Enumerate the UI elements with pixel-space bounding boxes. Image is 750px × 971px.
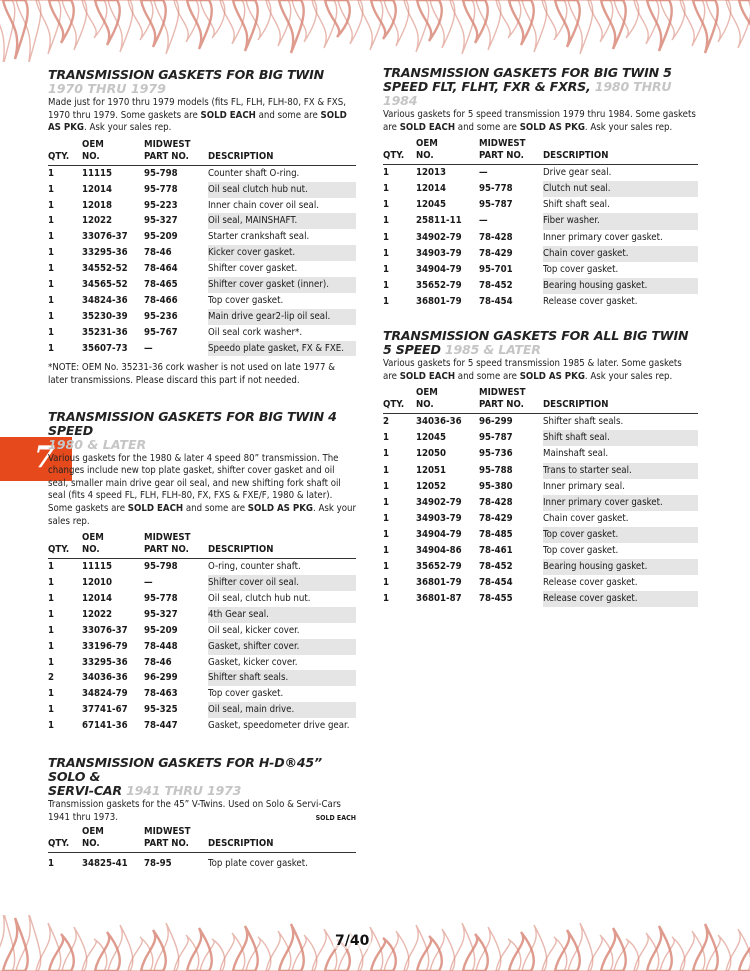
table-row — [48, 655, 356, 671]
section-title: TRANSMISSION GASKETS FOR BIG TWIN — [48, 67, 324, 82]
section-title-line-2: 5 SPEED 1985 & LATER — [383, 342, 541, 358]
qty-header: QTY. — [48, 838, 70, 850]
bottom-flame-border — [0, 915, 750, 971]
table-row — [383, 213, 698, 229]
qty-cell: 1 — [48, 577, 55, 589]
table-row — [383, 559, 698, 575]
midwest-part-cell: 95-236 — [144, 310, 178, 322]
midwest-part-cell: 78-464 — [144, 263, 178, 275]
description-cell: Inner primary seal. — [543, 480, 625, 492]
qty-header: QTY. — [383, 150, 405, 162]
description-cell: Speedo plate gasket, FX & FXE. — [208, 341, 356, 357]
qty-cell: 1 — [383, 279, 390, 291]
table-header — [383, 387, 698, 414]
qty-cell: 1 — [383, 432, 390, 444]
oem-number-cell: 34552-52 — [82, 263, 128, 275]
oem-header: OEM NO. — [82, 532, 104, 556]
section-title: TRANSMISSION GASKETS FOR H-D®45” SOLO & — [48, 755, 322, 785]
description-cell: Inner primary cover gasket. — [543, 231, 663, 243]
midwest-part-cell: 96-299 — [479, 416, 513, 428]
description-cell: Shift shaft seal. — [543, 199, 610, 211]
midwest-part-cell: 78-448 — [144, 640, 178, 652]
midwest-part-cell: — — [144, 342, 153, 354]
section-title-line-2: SERVI-CAR 1941 THRU 1973 — [48, 783, 242, 799]
table-row — [48, 229, 356, 245]
description-cell: Bearing housing gasket. — [543, 278, 698, 294]
midwest-header: MIDWEST PART NO. — [144, 826, 191, 850]
midwest-part-cell: 78-454 — [479, 577, 513, 589]
qty-cell: 1 — [48, 167, 55, 179]
table-row — [383, 278, 698, 294]
qty-cell: 1 — [48, 231, 55, 243]
table-row — [48, 702, 356, 718]
oem-number-cell: 34825-41 — [82, 858, 128, 870]
qty-cell: 1 — [48, 199, 55, 211]
table-row — [48, 166, 356, 182]
section-title: TRANSMISSION GASKETS FOR ALL BIG TWIN — [383, 328, 689, 344]
midwest-part-cell: 95-778 — [144, 593, 178, 604]
oem-number-cell: 34903-79 — [416, 247, 462, 259]
oem-number-cell: 12022 — [82, 215, 113, 227]
description-cell: Oil seal, MAINSHAFT. — [208, 213, 356, 229]
table-header — [48, 826, 356, 853]
description-cell: O-ring, counter shaft. — [208, 561, 301, 573]
midwest-header: MIDWEST PART NO. — [479, 138, 526, 162]
midwest-part-cell: 78-428 — [479, 231, 513, 243]
qty-cell: 1 — [48, 624, 55, 636]
table-row — [383, 294, 698, 310]
oem-number-cell: 33076-37 — [82, 231, 128, 243]
description-cell: Gasket, shifter cover. — [208, 639, 356, 655]
qty-cell: 1 — [48, 342, 55, 354]
parts-table — [48, 856, 356, 872]
description-cell: 4th Gear seal. — [208, 607, 356, 623]
qty-cell: 1 — [383, 464, 390, 476]
table-row — [48, 309, 356, 325]
description-cell: Oil seal clutch hub nut. — [208, 182, 356, 198]
table-row — [48, 245, 356, 261]
oem-number-cell: 12018 — [82, 199, 113, 211]
section-big-twin-4-speed — [48, 410, 356, 734]
oem-header: OEM NO. — [82, 138, 104, 162]
oem-number-cell: 12014 — [416, 183, 447, 195]
oem-number-cell: 34902-79 — [416, 496, 462, 508]
table-row — [48, 718, 356, 734]
oem-number-cell: 33295-36 — [82, 656, 128, 668]
qty-cell: 1 — [383, 263, 390, 275]
qty-cell: 1 — [48, 310, 55, 322]
oem-number-cell: 35607-73 — [82, 342, 128, 354]
table-row — [383, 165, 698, 181]
qty-cell: 1 — [48, 326, 55, 338]
qty-header: QTY. — [383, 399, 405, 411]
right-column — [383, 66, 698, 607]
description-cell: Top cover gasket. — [208, 294, 284, 306]
qty-cell: 1 — [383, 593, 390, 605]
midwest-part-cell: 95-787 — [479, 432, 513, 444]
section-hd-45-solo-servi-car — [48, 756, 356, 872]
table-row — [383, 527, 698, 543]
description-cell: Oil seal cork washer*. — [208, 326, 303, 338]
section-intro: Various gaskets for 5 speed transmission 1979 thru 1984. Some gaskets are SOLD EACH and some are SOLD AS PKG. Ask your sales rep. — [383, 109, 696, 133]
description-cell: Top cover gasket. — [208, 688, 284, 700]
table-row — [48, 623, 356, 639]
description-cell: Mainshaft seal. — [543, 448, 609, 460]
qty-cell: 1 — [48, 183, 55, 195]
midwest-part-cell: 95-327 — [144, 215, 178, 227]
description-cell: Release cover gasket. — [543, 295, 638, 307]
table-row — [48, 559, 356, 575]
description-cell: Top plate cover gasket. — [208, 858, 308, 870]
midwest-part-cell: 95-325 — [144, 704, 178, 716]
description-cell: Top cover gasket. — [543, 544, 619, 556]
table-row — [383, 262, 698, 278]
qty-cell: 1 — [48, 720, 55, 732]
oem-number-cell: 12052 — [416, 480, 447, 492]
midwest-part-cell: 95-209 — [144, 231, 178, 243]
oem-number-cell: 34036-36 — [416, 416, 462, 428]
parts-table — [48, 559, 356, 734]
oem-number-cell: 12014 — [82, 593, 113, 604]
qty-cell: 1 — [383, 247, 390, 259]
table-row — [383, 230, 698, 246]
oem-number-cell: 36801-79 — [416, 577, 462, 589]
table-row — [48, 293, 356, 309]
qty-cell: 2 — [48, 672, 55, 684]
midwest-part-cell: 95-327 — [144, 608, 178, 620]
table-row — [383, 181, 698, 197]
description-cell: Shifter shaft seals. — [543, 416, 624, 428]
midwest-part-cell: 78-447 — [144, 720, 178, 732]
qty-cell: 1 — [48, 279, 55, 291]
description-cell: Chain cover gasket. — [543, 512, 629, 524]
description-cell: Shifter cover gasket (inner). — [208, 277, 356, 293]
midwest-part-cell: 78-428 — [479, 496, 513, 508]
midwest-part-cell: 78-466 — [144, 294, 178, 306]
oem-number-cell: 25811-11 — [416, 215, 462, 227]
description-cell: Inner primary cover gasket. — [543, 495, 698, 511]
table-row — [48, 575, 356, 591]
description-cell: Top cover gasket. — [543, 527, 698, 543]
qty-cell: 2 — [383, 416, 390, 428]
oem-number-cell: 35652-79 — [416, 279, 462, 291]
qty-cell: 1 — [48, 656, 55, 668]
table-row — [383, 479, 698, 495]
parts-table — [383, 165, 698, 310]
description-header: DESCRIPTION — [208, 838, 274, 850]
midwest-part-cell: 78-452 — [479, 279, 513, 291]
oem-number-cell: 34824-79 — [82, 688, 128, 700]
table-row — [383, 430, 698, 446]
section-title: TRANSMISSION GASKETS FOR BIG TWIN 4 SPEED — [48, 408, 337, 438]
oem-number-cell: 34824-36 — [82, 294, 128, 306]
parts-table — [48, 166, 356, 357]
midwest-part-cell: 95-778 — [144, 183, 178, 195]
oem-number-cell: 11115 — [82, 167, 113, 179]
top-flame-border — [0, 0, 750, 62]
left-column — [48, 68, 356, 872]
table-row — [383, 495, 698, 511]
midwest-part-cell: 78-452 — [479, 561, 513, 573]
description-cell: Release cover gasket. — [543, 577, 638, 589]
description-cell: Kicker cover gasket. — [208, 245, 356, 261]
qty-cell: 1 — [383, 183, 390, 195]
qty-cell: 1 — [48, 247, 55, 259]
midwest-part-cell: — — [479, 167, 488, 179]
oem-number-cell: 34904-79 — [416, 263, 462, 275]
table-row — [48, 213, 356, 229]
midwest-header: MIDWEST PART NO. — [479, 387, 526, 411]
description-cell: Clutch nut seal. — [543, 181, 698, 197]
oem-number-cell: 34565-52 — [82, 279, 128, 291]
midwest-part-cell: 95-701 — [479, 263, 513, 275]
description-cell: Bearing housing gasket. — [543, 559, 698, 575]
midwest-part-cell: 95-380 — [479, 480, 513, 492]
section-intro: Various gaskets for the 1980 & later 4 speed 80” transmission. The changes include new top plate gasket, shifter cover gasket and oil seal, smaller main drive gear oil seal, and new shifting fork shaft oil seal (fits 4 speed FL, FLH, FLH-80, FX, FXS & FXE/F, 1980 & later). Some gaskets are SOLD EACH and some are SOLD AS PKG. Ask your sales rep. — [48, 452, 357, 527]
description-cell: Chain cover gasket. — [543, 246, 698, 262]
table-header — [383, 138, 698, 165]
oem-number-cell: 67141-36 — [82, 720, 128, 732]
oem-header: OEM NO. — [416, 138, 438, 162]
oem-number-cell: 33196-79 — [82, 640, 128, 652]
midwest-part-cell: 96-299 — [144, 672, 178, 684]
oem-number-cell: 12045 — [416, 199, 447, 211]
description-cell: Oil seal, kicker cover. — [208, 624, 300, 636]
qty-cell: 1 — [383, 231, 390, 243]
midwest-part-cell: — — [144, 577, 153, 589]
table-row — [383, 511, 698, 527]
description-header: DESCRIPTION — [208, 150, 274, 162]
oem-number-cell: 12045 — [416, 432, 447, 444]
description-header: DESCRIPTION — [543, 399, 609, 411]
table-row — [383, 414, 698, 430]
table-row — [383, 446, 698, 462]
oem-number-cell: 36801-87 — [416, 593, 462, 605]
description-cell: Release cover gasket. — [543, 591, 698, 607]
section-title-line-2: SPEED FLT, FLHT, FXR & FXRS, 1980 THRU 1984 — [383, 79, 672, 108]
chapter-tab-number: 7 — [34, 440, 55, 475]
midwest-part-cell: 78-465 — [144, 279, 178, 291]
description-cell: Oil seal, clutch hub nut. — [208, 593, 311, 604]
qty-cell: 1 — [383, 496, 390, 508]
description-cell: Shifter cover gasket. — [208, 263, 298, 275]
footnote: *NOTE: OEM No. 35231-36 cork washer is not used on late 1977 & later transmissions. Please discard this part if not needed. — [48, 362, 335, 387]
description-header: DESCRIPTION — [543, 150, 609, 162]
qty-cell: 1 — [383, 480, 390, 492]
oem-number-cell: 34904-79 — [416, 528, 462, 540]
qty-cell: 1 — [48, 593, 55, 604]
table-row — [48, 182, 356, 198]
description-cell: Top cover gasket. — [543, 263, 619, 275]
midwest-part-cell: 95-736 — [479, 448, 513, 460]
oem-number-cell: 12014 — [82, 183, 113, 195]
oem-number-cell: 34904-86 — [416, 544, 462, 556]
section-all-big-twin-5-speed-1985-later — [383, 329, 698, 607]
midwest-part-cell: 78-46 — [144, 247, 172, 259]
table-row — [48, 277, 356, 293]
oem-number-cell: 33076-37 — [82, 624, 128, 636]
table-row — [383, 591, 698, 607]
description-cell: Gasket, kicker cover. — [208, 656, 298, 668]
oem-number-cell: 34036-36 — [82, 672, 128, 684]
midwest-part-cell: 78-429 — [479, 247, 513, 259]
table-row — [48, 639, 356, 655]
table-row — [48, 591, 356, 607]
description-header: DESCRIPTION — [208, 544, 274, 556]
oem-header: OEM NO. — [416, 387, 438, 411]
qty-cell: 1 — [48, 215, 55, 227]
midwest-part-cell: 95-223 — [144, 199, 178, 211]
oem-number-cell: 12051 — [416, 464, 447, 476]
midwest-part-cell: 95-778 — [479, 183, 513, 195]
description-cell: Gasket, speedometer drive gear. — [208, 720, 350, 732]
qty-cell: 1 — [48, 688, 55, 700]
sold-each-label: SOLD EACH — [315, 814, 356, 823]
table-row — [48, 607, 356, 623]
midwest-part-cell: 78-455 — [479, 593, 513, 605]
oem-number-cell: 12022 — [82, 608, 113, 620]
description-cell: Drive gear seal. — [543, 167, 612, 179]
section-year-range: 1980 & LATER — [48, 436, 147, 452]
section-intro: Transmission gaskets for the 45” V-Twins. Used on Solo & Servi-Cars 1941 thru 1973. — [48, 799, 341, 823]
qty-cell: 1 — [48, 608, 55, 620]
description-cell: Fiber washer. — [543, 213, 698, 229]
oem-number-cell: 12010 — [82, 577, 113, 589]
description-cell: Shifter shaft seals. — [208, 670, 356, 686]
description-cell: Oil seal, main drive. — [208, 702, 356, 718]
qty-cell: 1 — [48, 561, 55, 573]
oem-number-cell: 36801-79 — [416, 295, 462, 307]
midwest-part-cell: 78-429 — [479, 512, 513, 524]
section-title: TRANSMISSION GASKETS FOR BIG TWIN 5 — [383, 65, 672, 80]
oem-number-cell: 11115 — [82, 561, 113, 573]
midwest-header: MIDWEST PART NO. — [144, 138, 191, 162]
table-row — [383, 246, 698, 262]
oem-number-cell: 34902-79 — [416, 231, 462, 243]
table-row — [48, 261, 356, 277]
qty-cell: 1 — [383, 528, 390, 540]
section-intro: Various gaskets for 5 speed transmission 1985 & later. Some gaskets are SOLD EACH and some are SOLD AS PKG. Ask your sales rep. — [383, 358, 682, 382]
midwest-header: MIDWEST PART NO. — [144, 532, 191, 556]
section-big-twin-5-speed-1980-1984 — [383, 66, 698, 310]
table-header — [48, 139, 356, 166]
oem-number-cell: 34903-79 — [416, 512, 462, 524]
table-row — [383, 463, 698, 479]
description-cell: Counter shaft O-ring. — [208, 167, 300, 179]
midwest-part-cell: 95-767 — [144, 326, 178, 338]
oem-number-cell: 12013 — [416, 167, 447, 179]
description-cell: Starter crankshaft seal. — [208, 231, 310, 243]
midwest-part-cell: 95-787 — [479, 199, 513, 211]
qty-cell: 1 — [383, 215, 390, 227]
table-row — [48, 198, 356, 214]
qty-header: QTY. — [48, 544, 70, 556]
table-row — [383, 197, 698, 213]
qty-cell: 1 — [383, 199, 390, 211]
oem-number-cell: 12050 — [416, 448, 447, 460]
description-cell: Shift shaft seal. — [543, 430, 698, 446]
qty-cell: 1 — [383, 512, 390, 524]
table-header — [48, 532, 356, 559]
qty-cell: 1 — [48, 294, 55, 306]
description-cell: Shifter cover oil seal. — [208, 575, 356, 591]
table-row — [48, 325, 356, 341]
section-year-range: 1970 THRU 1979 — [48, 81, 166, 96]
midwest-part-cell: 78-485 — [479, 528, 513, 540]
qty-cell: 1 — [383, 561, 390, 573]
midwest-part-cell: 78-463 — [144, 688, 178, 700]
section-intro: Made just for 1970 thru 1979 models (fits FL, FLH, FLH-80, FX & FXS, 1970 thru 1979. Some gaskets are SOLD EACH and some are SOLD AS PKG. Ask your sales rep. — [48, 97, 347, 134]
midwest-part-cell: 95-798 — [144, 561, 178, 573]
qty-cell: 1 — [48, 263, 55, 275]
oem-number-cell: 33295-36 — [82, 247, 128, 259]
qty-cell: 1 — [48, 858, 55, 870]
qty-cell: 1 — [48, 704, 55, 716]
midwest-part-cell: — — [479, 215, 488, 227]
oem-header: OEM NO. — [82, 826, 104, 850]
midwest-part-cell: 95-209 — [144, 624, 178, 636]
qty-cell: 1 — [383, 544, 390, 556]
description-cell: Main drive gear2-lip oil seal. — [208, 309, 356, 325]
qty-cell: 1 — [383, 167, 390, 179]
table-row — [48, 856, 356, 872]
table-row — [48, 686, 356, 702]
parts-table — [383, 414, 698, 607]
table-row — [48, 341, 356, 357]
midwest-part-cell: 95-798 — [144, 167, 178, 179]
qty-cell: 1 — [383, 448, 390, 460]
midwest-part-cell: 95-788 — [479, 464, 513, 476]
oem-number-cell: 35652-79 — [416, 561, 462, 573]
midwest-part-cell: 78-461 — [479, 544, 513, 556]
oem-number-cell: 35230-39 — [82, 310, 128, 322]
midwest-part-cell: 78-454 — [479, 295, 513, 307]
table-row — [48, 670, 356, 686]
table-row — [383, 543, 698, 559]
midwest-part-cell: 78-46 — [144, 656, 172, 668]
flame-pattern-bottom-icon — [0, 915, 750, 971]
section-big-twin-1970-1979 — [48, 68, 356, 388]
midwest-part-cell: 78-95 — [144, 858, 172, 870]
description-cell: Inner chain cover oil seal. — [208, 199, 319, 211]
description-cell: Trans to starter seal. — [543, 463, 698, 479]
table-row — [383, 575, 698, 591]
oem-number-cell: 37741-67 — [82, 704, 128, 716]
qty-cell: 1 — [48, 640, 55, 652]
qty-cell: 1 — [383, 577, 390, 589]
oem-number-cell: 35231-36 — [82, 326, 128, 338]
qty-cell: 1 — [383, 295, 390, 307]
flame-pattern-top-icon — [0, 0, 750, 62]
page-number: 7/40 — [335, 933, 370, 949]
qty-header: QTY. — [48, 150, 70, 162]
